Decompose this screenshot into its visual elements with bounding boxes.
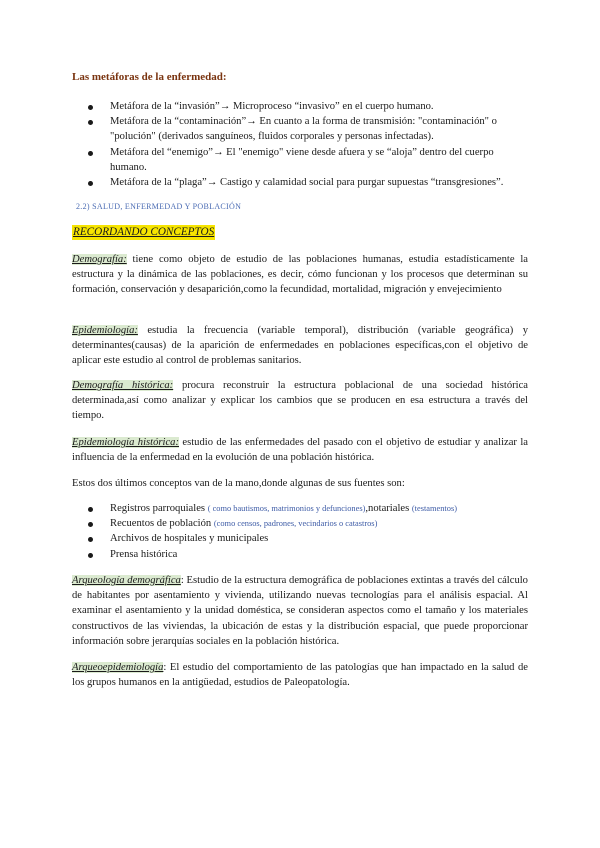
- list-item: Metáfora de la “invasión”→ Microproceso “invasivo” en el cuerpo humano.: [72, 99, 528, 114]
- bullet-icon: [88, 120, 93, 125]
- recordando-heading: RECORDANDO CONCEPTOS: [72, 225, 215, 240]
- metaforas-list: [72, 99, 528, 190]
- metaforas-heading: Las metáforas de la enfermedad:: [72, 71, 227, 83]
- definition-arqueologia: Arqueología demográfica: Estudio de la estructura demográfica de poblaciones extintas a través del cálculo de habitantes por asentamiento y vivienda, utilizando nuevas tecnologías para el análisis espacial. Al examinar el asentamiento y la unidad doméstica, se consideran aspectos como el tamaño y los materiales constructivos de las viviendas, la ubicación de estas y la distribución espacial, que puede proporcionar información sobre jerarquías sociales en la población histórica.: [72, 575, 528, 647]
- fuentes-list: [72, 501, 528, 562]
- term-arqueologia: Arqueología demográfica: [72, 575, 181, 586]
- definition-arqueoepidemiologia: Arqueoepidemiología: El estudio del comportamiento de las patologías que han impactado en la salud de los grupos humanos en la antigüedad, estudios de Paleopatología.: [72, 662, 528, 689]
- section-heading: 2.2) SALUD, ENFERMEDAD Y POBLACIÓN: [76, 202, 242, 211]
- term-demografia: Demografía:: [72, 254, 127, 265]
- bullet-icon: [88, 151, 93, 156]
- list-item: Registros parroquiales ( como bautismos, matrimonios y defunciones),notariales (testamentos): [72, 501, 528, 516]
- term-epidemiologia-historica: Epidemiología histórica:: [72, 437, 179, 448]
- bullet-icon: [88, 537, 93, 542]
- list-item: Prensa histórica: [72, 547, 528, 562]
- list-item: Metáfora de la “contaminación”→ En cuanto a la forma de transmisión: "contaminación" o "polución" (derivados sanguíneos, fluidos corporales y personas infectadas).: [72, 114, 528, 144]
- term-demografia-historica: Demografía histórica:: [72, 380, 174, 391]
- list-item: Metáfora del “enemigo”→ El "enemigo" viene desde afuera y se “aloja” dentro del cuerpo humano.: [72, 145, 528, 175]
- list-item: Metáfora de la “plaga”→ Castigo y calamidad social para purgar supuestas “transgresiones”.: [72, 175, 528, 190]
- fuentes-intro: Estos dos últimos conceptos van de la mano,donde algunas de sus fuentes son:: [72, 478, 405, 489]
- definition-epidemiologia-historica: Epidemiología histórica: estudio de las enfermedades del pasado con el objetivo de estudiar y analizar la influencia de la enfermedad en la evolución de una población histórica.: [72, 437, 528, 464]
- bullet-icon: [88, 553, 93, 558]
- term-arqueoepidemiologia: Arqueoepidemiología: [72, 662, 164, 673]
- definition-epidemiologia: Epidemiología: estudia la frecuencia (variable temporal), distribución (variable geográfica) y determinantes(causas) de la aparición de enfermedades en poblaciones específicas,con el objetivo de aplicar este estudio al control de problemas sanitarios.: [72, 325, 528, 367]
- list-item: Archivos de hospitales y municipales: [72, 531, 528, 546]
- bullet-icon: [88, 105, 93, 110]
- list-item: Recuentos de población (como censos, padrones, vecindarios o catastros): [72, 516, 528, 531]
- term-epidemiologia: Epidemiología:: [72, 325, 138, 336]
- bullet-icon: [88, 522, 93, 527]
- bullet-icon: [88, 181, 93, 186]
- bullet-icon: [88, 507, 93, 512]
- definition-demografia-historica: Demografía histórica: procura reconstruir la estructura poblacional de una sociedad histórica determinada,así como analizar y explicar los cambios que se producen en esa estructura a través del tiempo.: [72, 380, 528, 422]
- definition-demografia: Demografía: tiene como objeto de estudio de las poblaciones humanas, estudia estadísticamente la estructura y la dinámica de las poblaciones, es decir, cómo funcionan y los procesos que determinan su formación, conservación y desaparición,como la fecundidad, mortalidad, migración y envejecimiento: [72, 254, 528, 296]
